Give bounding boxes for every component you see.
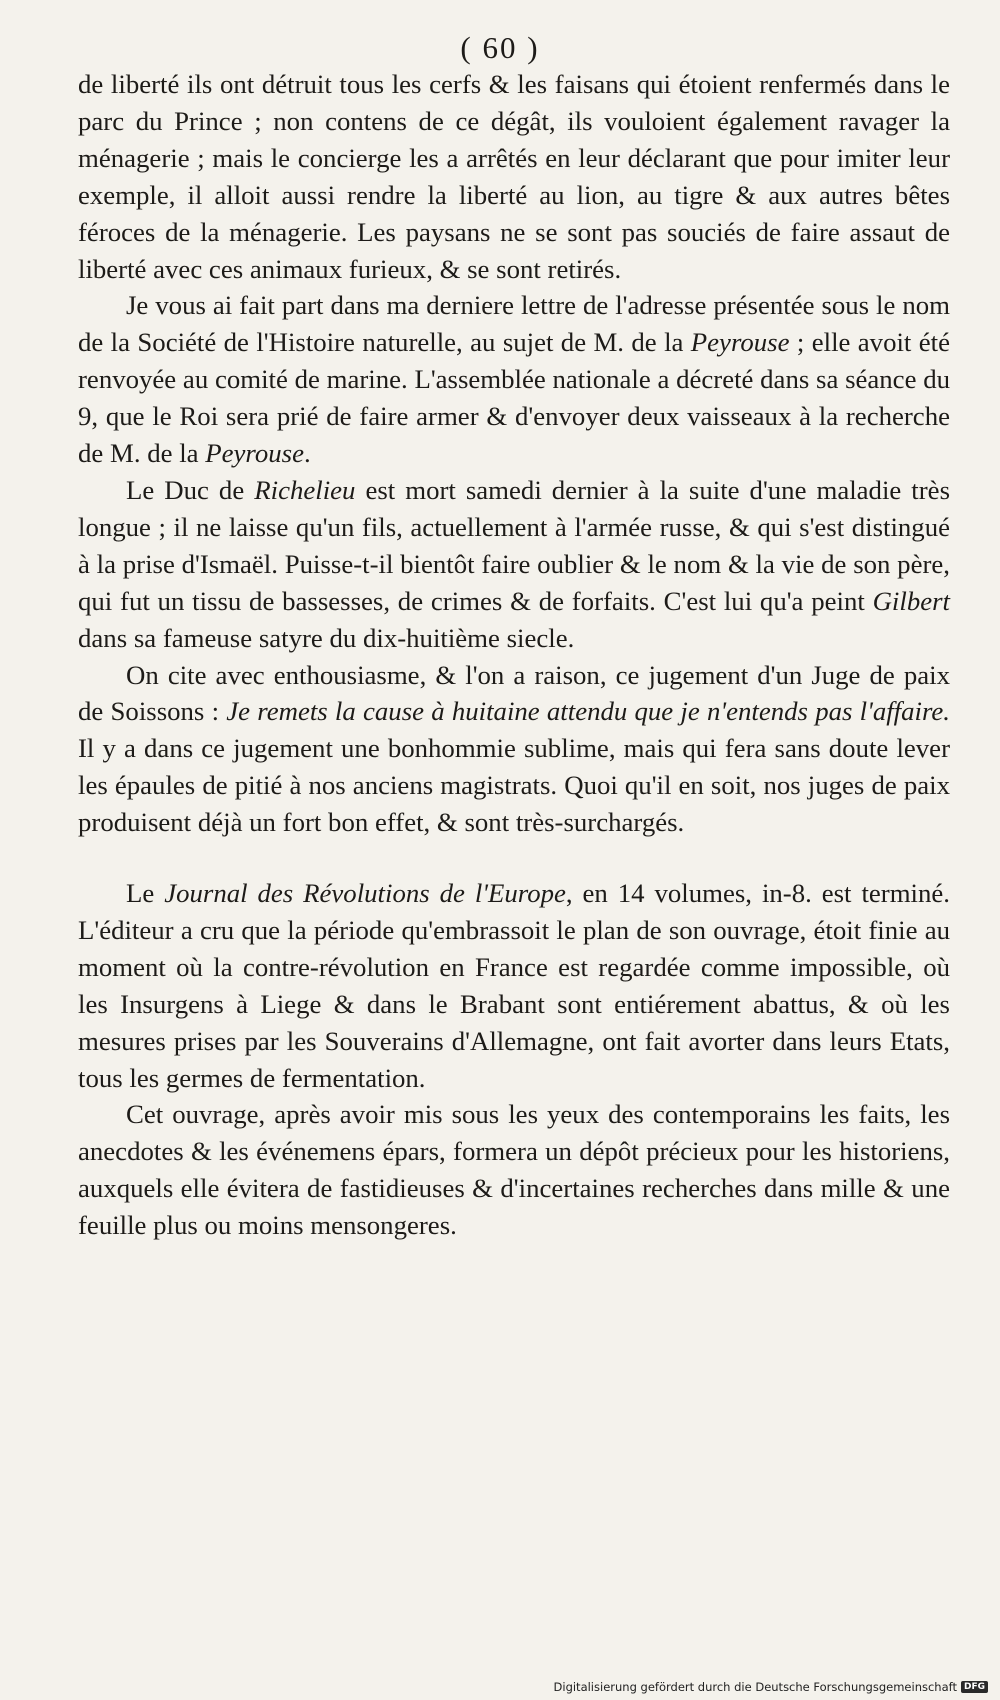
credit-text: Digitalisierung gefördert durch die Deutsche Forschungsgemeinschaft [553,1680,957,1694]
text-run: ; elle avoit été renvoyée au comité de marine. L'assemblée nationale a décreté dans sa séance du 9, que le Roi sera prié de faire armer & d'envoyer deux vaisseaux à la recherche de M. de la [78,327,950,469]
text-run: Il y a dans ce jugement une bonhommie sublime, mais qui fera sans doute lever les épaules de pitié à nos anciens magistrats. Quoi qu'il en soit, nos juges de paix produisent déjà un fort bon effet, & sont très-surchargés. [78,733,950,838]
paragraph [78,66,950,287]
italic-text: Gilbert [872,585,950,616]
italic-text: Richelieu [254,474,356,505]
italic-text: Peyrouse [690,327,790,358]
text-run: , en 14 volumes, in-8. est terminé. L'éditeur a cru que la période qu'embrassoit le plan de son ouvrage, étoit finie au moment où la contre-révolution en France est regardée comme impossible, où les Insurgens à Liege & dans le Brabant sont entiérement abattus, & où les mesures prises par les Souverains d'Allemagne, ont fait avorter dans leurs Etats, tous les germes de fermentation. [78,878,950,1093]
paragraph [78,287,950,472]
text-run: Je vous ai fait part dans ma derniere lettre de l'adresse présentée sous le nom de la Société de l'Histoire naturelle, au sujet de M. de la [78,290,950,358]
paragraph [78,875,950,1096]
text-run: est mort samedi dernier à la suite d'une maladie très longue ; il ne laisse qu'un fils, actuellement à l'armée russe, & qui s'est distingué à la prise d'Ismaël. Puisse-t-il bientôt faire oublier & le nom & la vie de son père, qui fut un tissu de bassesses, de crimes & de forfaits. C'est lui qu'a peint [78,474,950,616]
dfg-logo: DFG [961,1681,988,1693]
text-run: Cet ouvrage, après avoir mis sous les yeux des contemporains les faits, les anecdotes & les événemens épars, formera un dépôt précieux pour les historiens, auxquels elle évitera de fastidieuses & d'incertaines recherches dans mille & une feuille plus ou moins mensongeres. [78,1099,950,1241]
text-run: Le Duc de [126,474,255,505]
paragraph-gap [78,841,950,875]
body-text [78,66,950,1244]
italic-text: Peyrouse [205,438,304,469]
paragraph [78,657,950,842]
paragraph [78,1096,950,1244]
italic-text: Je remets la cause à huitaine attendu que je n'entends pas l'affaire. [226,696,950,727]
text-run: dans sa fameuse satyre du dix-huitième siecle. [78,622,575,653]
text-run: On cite avec enthousiasme, & l'on a raison, ce jugement d'un Juge de paix de Soissons : [78,659,950,727]
digitization-credit [554,1680,988,1694]
paragraph [78,472,950,657]
text-run: de liberté ils ont détruit tous les cerfs & les faisans qui étoient renfermés dans le parc du Prince ; non contens de ce dégât, ils vouloient également ravager la ménagerie ; mais le concierge les a arrêtés en leur déclarant que pour imiter leur exemple, il alloit aussi rendre la liberté au lion, au tigre & aux autres bêtes féroces de la ménagerie. Les paysans ne se sont pas souciés de faire assaut de liberté avec ces animaux furieux, & se sont retirés. [78,69,950,284]
italic-text: Journal des Révolutions de l'Europe [164,878,566,909]
page-number: ( 60 ) [460,30,540,65]
text-run: . [303,438,311,469]
text-run: Le [126,878,165,909]
